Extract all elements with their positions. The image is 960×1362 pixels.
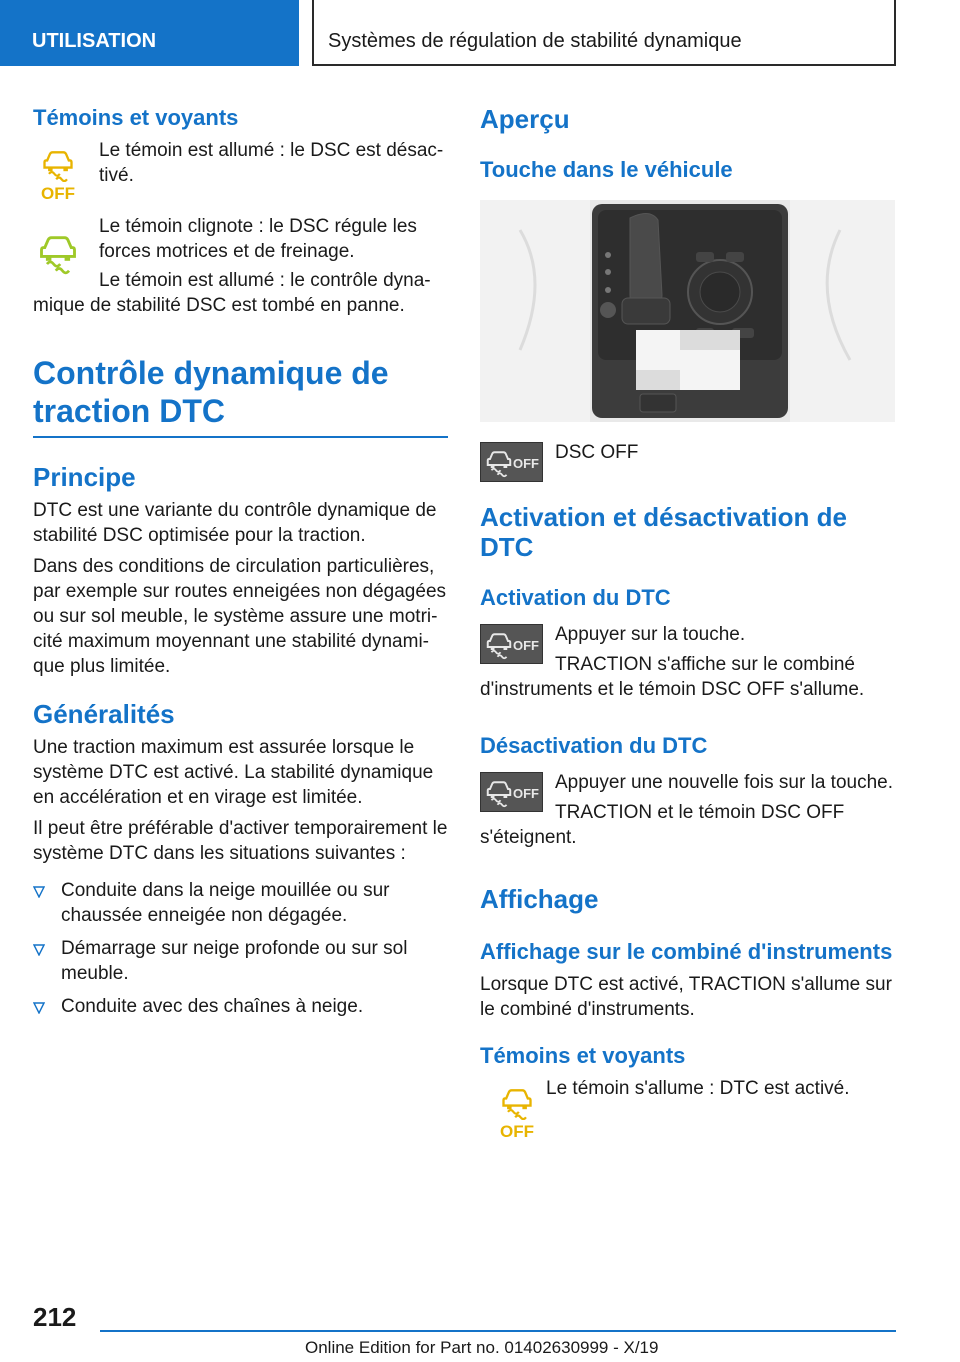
console-photo [480,200,895,422]
page-number: 212 [33,1302,77,1332]
apercu-heading: Aperçu [480,104,570,134]
situations-list [33,878,448,1019]
temoins-heading: Témoins et voyants [33,105,239,130]
triangle-bullet-icon [33,944,45,956]
desactivation-p1: Appuyer une nouvelle fois sur la touche. [555,772,893,793]
principe-p1: DTC est une variante du contrôle dynamique de stabilité DSC optimisée pour la traction. [33,500,437,546]
temoins-heading-right: Témoins et voyants [480,1043,686,1068]
touche-heading: Touche dans le véhicule [480,157,733,182]
left-column [33,100,448,1027]
dsc-off-warning-icon [33,146,83,202]
affichage-p: Lorsque DTC est activé, TRACTION s'allume sur le combiné d'instruments. [480,974,892,1020]
temoin-2-text: Le témoin clignote : le DSC régule les forces motrices et de freinage. [99,216,417,262]
section-tab: UTILISATION [0,0,299,66]
dsc-off-button-icon [480,772,543,812]
triangle-bullet-icon [33,1002,45,1014]
desactivation-row [480,770,895,814]
dtc-active-warning-icon [492,1084,542,1140]
activation-heading: Activation et désactivation de DTC [480,502,847,562]
activation-p2: TRACTION s'affiche sur le combiné d'instruments et le témoin DSC OFF s'allume. [480,654,865,700]
dsc-off-label: DSC OFF [555,442,639,463]
temoin-dtc-row [480,1076,895,1140]
principe-p2: Dans des conditions de circulation particulières, par exemple sur routes enneigées non dégagées ou sur sol meuble, le système assure une motri‐cité maximum moyennant une stabilité dynami‐que plus limitée. [33,556,447,677]
footer-rule [100,1330,896,1332]
list-item: Conduite dans la neige mouillée ou sur chaussée enneigée non dégagée. [33,878,448,928]
svg-text:OFF: OFF [513,456,539,471]
dsc-active-warning-icon [33,224,83,280]
activation-p1: Appuyer sur la touche. [555,624,746,645]
desactivation-sub: Désactivation du DTC [480,733,708,758]
temoin-3-text: Le témoin est allumé : le contrôle dyna‐mique de stabilité DSC est tombé en panne. [33,270,431,316]
generalites-p2: Il peut être préférable d'activer temporairement le système DTC dans les situations suivantes : [33,818,448,864]
temoin-dtc-text: Le témoin s'allume : DTC est activé. [546,1078,850,1099]
triangle-bullet-icon [33,886,45,898]
activation-sub: Activation du DTC [480,585,671,610]
list-item: Démarrage sur neige profonde ou sur sol meuble. [33,936,448,986]
svg-text:OFF: OFF [513,638,539,653]
dsc-off-button-icon [480,624,543,664]
dsc-off-button-row [480,440,895,484]
temoin-1-text: Le témoin est allumé : le DSC est désac‐tivé. [99,140,444,186]
chapter-title: Systèmes de régulation de stabilité dynamique [312,0,896,66]
affichage-sub: Affichage sur le combiné d'instruments [480,939,893,964]
temoin-dsc-off-row [33,138,448,202]
right-column [480,100,895,1140]
dtc-heading: Contrôle dynamique de traction DTC [33,354,448,438]
activation-row [480,622,895,666]
generalites-p1: Une traction maximum est assurée lorsque le système DTC est activé. La stabilité dynamique en accélération et en virage est limitée. [33,737,434,808]
generalites-heading: Généralités [33,699,175,729]
footer-edition: Online Edition for Part no. 01402630999 - X/19 [305,1338,659,1357]
principe-heading: Principe [33,462,136,492]
affichage-heading: Affichage [480,884,599,914]
list-item: Conduite avec des chaînes à neige. [33,994,448,1019]
console-illustration [480,200,895,422]
svg-text:OFF: OFF [513,786,539,801]
desactivation-p2: TRACTION et le témoin DSC OFF s'éteignent. [480,802,845,848]
dsc-off-button-icon [480,442,543,482]
svg-text:OFF: OFF [500,1122,534,1140]
svg-text:OFF: OFF [41,184,75,202]
temoin-dsc-blink-row [33,214,448,264]
